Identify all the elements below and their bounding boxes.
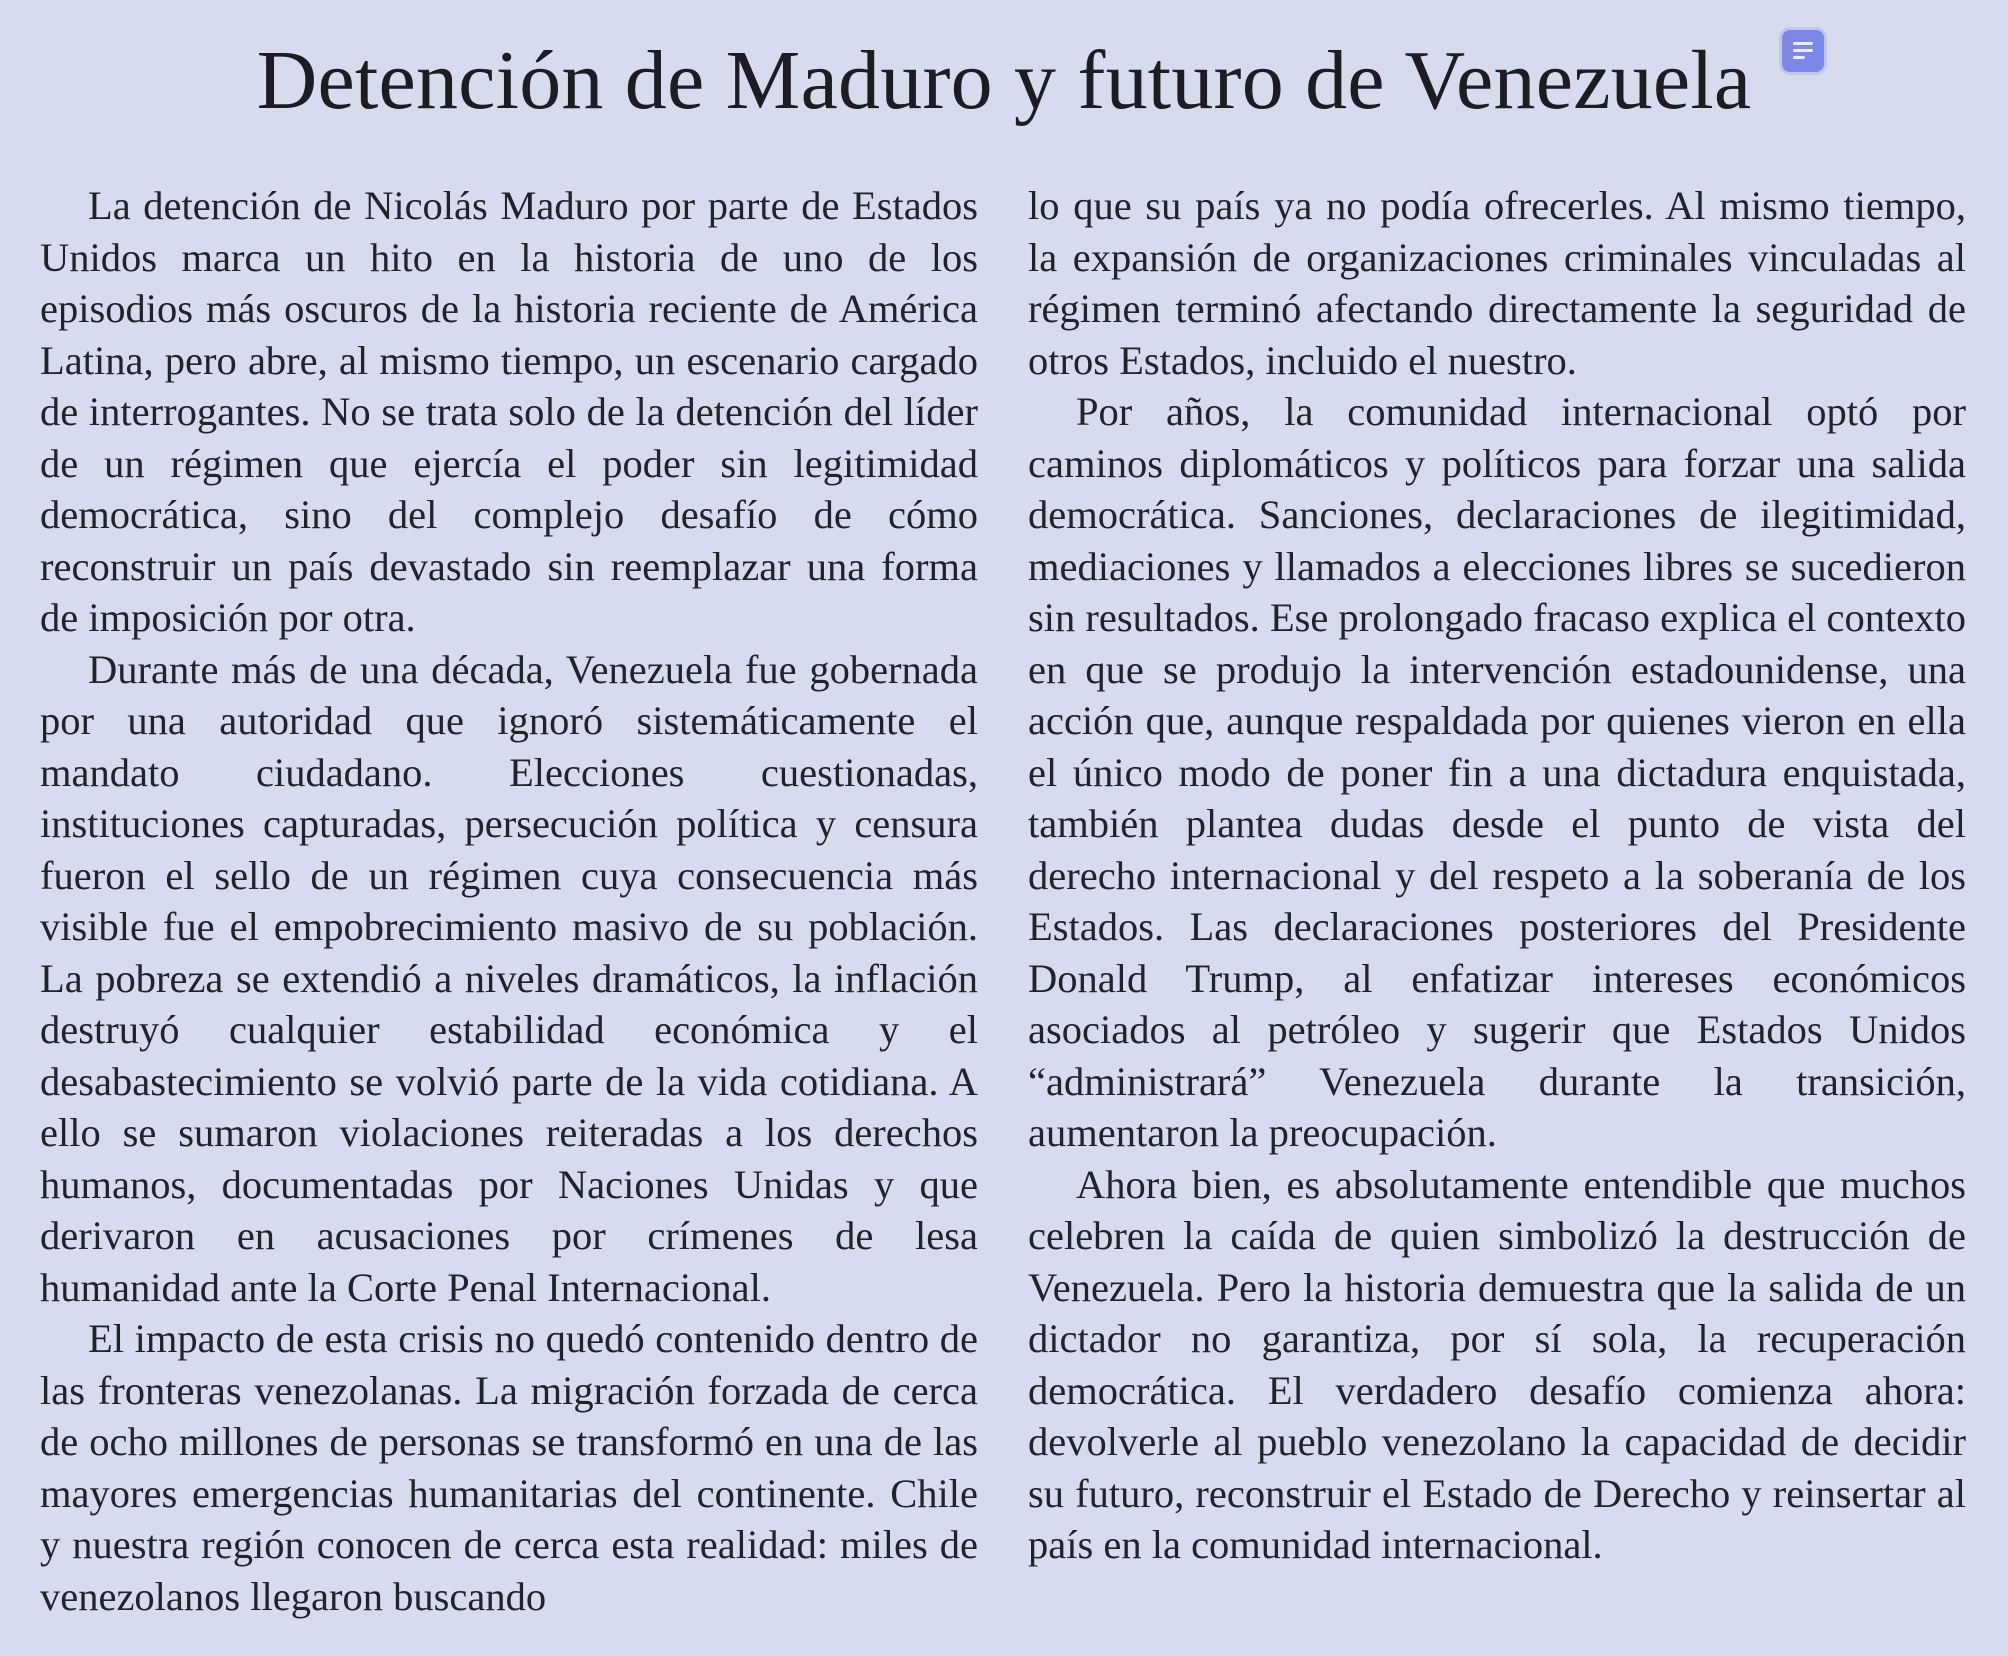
article-body [40, 180, 1966, 1620]
paragraph-2: Durante más de una década, Venezuela fue gobernada por una autoridad que ignoró sistemáticamente el mandato ciudadano. Elecciones cuestionadas, instituciones capturadas, persecución política y censura fueron el sello de un régimen cuya consecuencia más visible fue el empobrecimiento masivo de su población. La pobreza se extendió a niveles dramáticos, la inflación destruyó cualquier estabilidad económica y el desabastecimiento se volvió parte de la vida cotidiana. A ello se sumaron violaciones reiteradas a los derechos humanos, documentadas por Naciones Unidas y que derivaron en acusaciones por crímenes de lesa humanidad ante la Corte Penal Internacional. [40, 646, 978, 1310]
article-header [0, 26, 2008, 136]
right-column [1028, 180, 1966, 1622]
paragraph-3: El impacto de esta crisis no quedó contenido dentro de las fronteras venezolanas. La migración forzada de cerca de ocho millones de personas se transformó en una de las mayores emergencias humanitarias del continente. Chile y nuestra región conocen de cerca esta realidad: miles de venezolanos llegaron buscando [40, 1316, 978, 1619]
left-column [40, 180, 978, 1622]
note-icon[interactable] [1782, 30, 1824, 72]
note-icon-line [1793, 42, 1813, 45]
paragraph-4: Por años, la comunidad internacional optó por caminos diplomáticos y políticos para forzar una salida democrática. Sanciones, declaraciones de ilegitimidad, mediaciones y llamados a elecciones libres se sucedieron sin resultados. Ese prolongado fracaso explica el contexto en que se produjo la intervención estadounidense, una acción que, aunque respaldada por quienes vieron en ella el único modo de poner fin a una dictadura enquistada, también plantea dudas desde el punto de vista del derecho internacional y del respeto a la soberanía de los Estados. Las declaraciones posteriores del Presidente Donald Trump, al enfatizar intereses económicos asociados al petróleo y sugerir que Estados Unidos “administrará” Venezuela durante la transición, aumentaron la preocupación. [1028, 389, 1966, 1155]
paragraph-5: Ahora bien, es absolutamente entendible que muchos celebren la caída de quien simbolizó la destrucción de Venezuela. Pero la historia demuestra que la salida de un dictador no garantiza, por sí sola, la recuperación democrática. El verdadero desafío comienza ahora: devolverle al pueblo venezolano la capacidad de decidir su futuro, reconstruir el Estado de Derecho y reinsertar al país en la comunidad internacional. [1028, 1161, 1966, 1567]
note-icon-line [1793, 49, 1813, 52]
paragraph-3-continued: lo que su país ya no podía ofrecerles. Al mismo tiempo, la expansión de organizaciones criminales vinculadas al régimen terminó afectando directamente la seguridad de otros Estados, incluido el nuestro. [1028, 183, 1966, 383]
article-title: Detención de Maduro y futuro de Venezuela [256, 34, 1752, 127]
note-icon-line [1793, 56, 1805, 59]
paragraph-1: La detención de Nicolás Maduro por parte de Estados Unidos marca un hito en la historia de uno de los episodios más oscuros de la historia reciente de América Latina, pero abre, al mismo tiempo, un escenario cargado de interrogantes. No se trata solo de la detención del líder de un régimen que ejercía el poder sin legitimidad democrática, sino del complejo desafío de cómo reconstruir un país devastado sin reemplazar una forma de imposición por otra. [40, 183, 978, 640]
